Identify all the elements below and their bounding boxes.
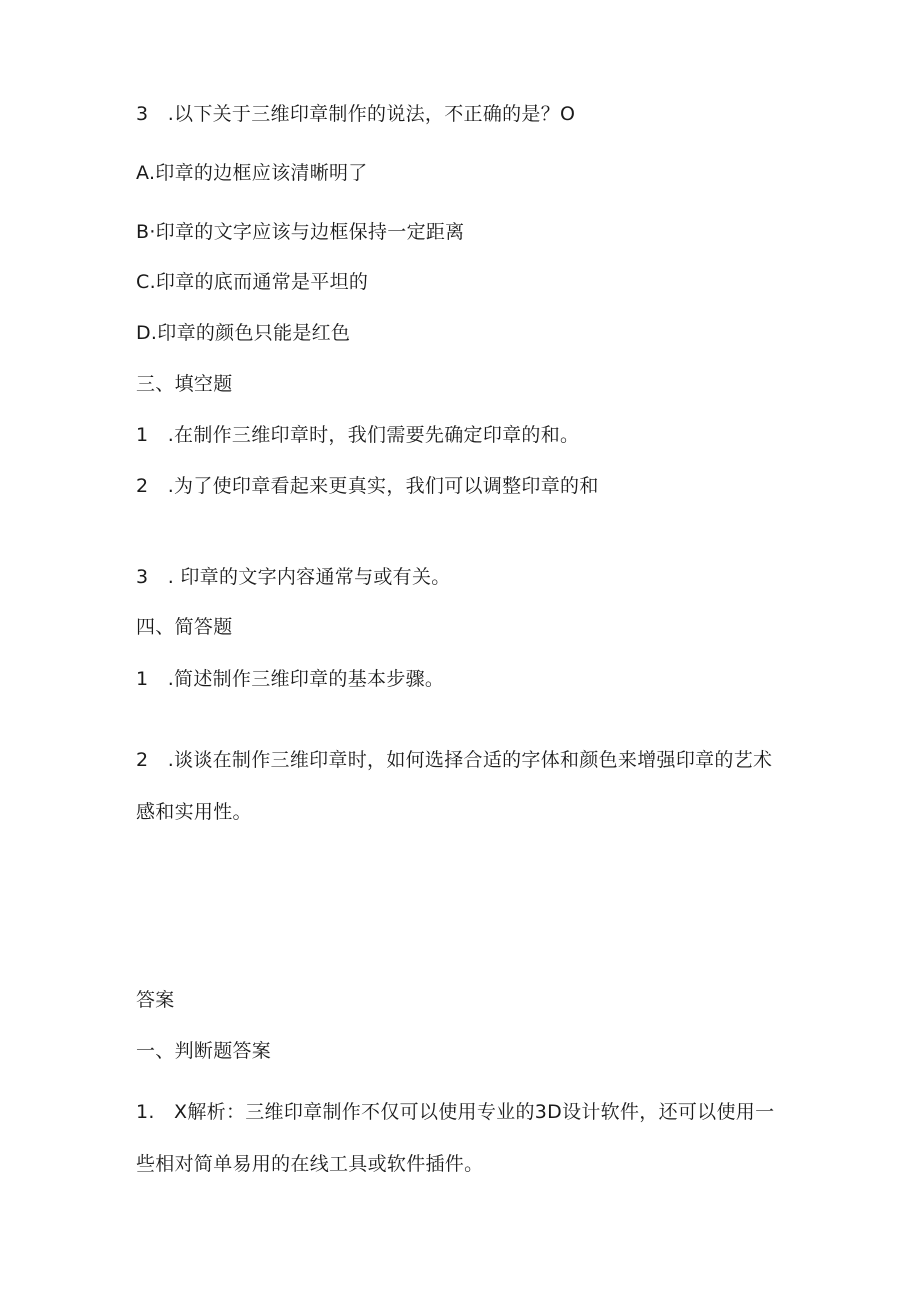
short-answer-heading: 四、简答题 — [136, 616, 233, 638]
fill-blank-heading: 三、填空题 — [136, 373, 233, 395]
short-answer-question-2: 2 .谈谈在制作三维印章时，如何选择合适的字体和颜色来增强印章的艺术感和实用性。 — [136, 749, 773, 823]
option-c: C.印章的底而通常是平坦的 — [136, 271, 369, 293]
option-b: B·印章的文字应该与边框保持一定距离 — [136, 221, 465, 243]
answers-heading: 答案 — [136, 989, 175, 1011]
fill-blank-question-1: 1 .在制作三维印章时，我们需要先确定印章的和。 — [136, 424, 580, 446]
short-answer-question-1: 1 .简述制作三维印章的基本步骤。 — [136, 668, 445, 690]
answers-section-1-heading: 一、判断题答案 — [136, 1040, 272, 1062]
answer-1: 1. X解析：三维印章制作不仅可以使用专业的3D设计软件，还可以使用一些相对简单易用的在线工具或软件插件。 — [136, 1101, 775, 1175]
option-d: D.印章的颜色只能是红色 — [136, 322, 351, 344]
option-a: A.印章的边框应该清晰明了 — [136, 162, 368, 184]
fill-blank-question-2: 2 .为了使印章看起来更真实，我们可以调整印章的和 — [136, 475, 599, 497]
fill-blank-question-3: 3 . 印章的文字内容通常与或有关。 — [136, 566, 451, 588]
choice-question-3: 3 .以下关于三维印章制作的说法，不正确的是？O — [136, 103, 576, 125]
